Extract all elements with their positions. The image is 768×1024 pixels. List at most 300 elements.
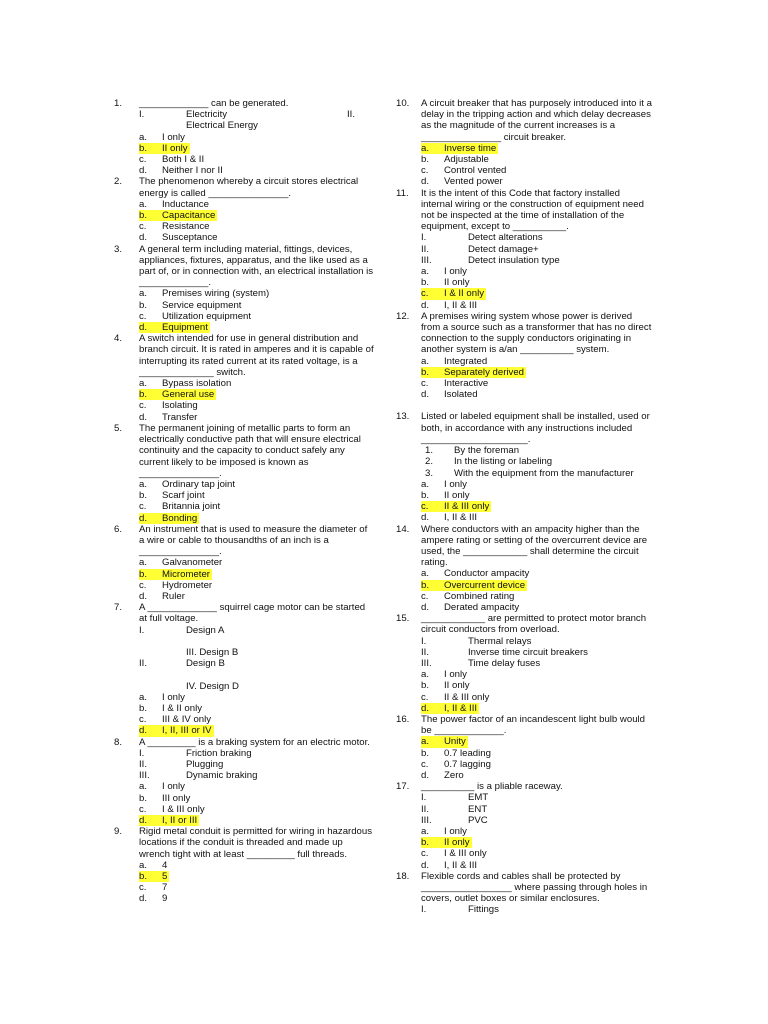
roman-choice <box>421 815 652 826</box>
option-letter: c. <box>421 501 429 513</box>
numbered-choice <box>421 468 652 479</box>
choice-number: 3. <box>425 467 434 479</box>
option-text: Separately derived <box>444 366 524 378</box>
answer-option-row <box>139 882 374 893</box>
option-letter: b. <box>421 277 430 289</box>
answer-option-row <box>139 412 374 423</box>
answer-option <box>421 826 652 837</box>
roman-numeral: III. <box>421 254 432 266</box>
option-text: I, II, III or IV <box>162 725 212 737</box>
option-letter: b. <box>139 792 148 804</box>
answer-option-highlighted <box>421 703 479 714</box>
question-text: The phenomenon whereby a circuit stores electrical energy is called _______________. <box>139 176 359 199</box>
option-text: Derated ampacity <box>444 601 520 613</box>
question-text: A _________ is a braking system for an electric motor. <box>139 736 370 748</box>
roman-numeral: I. <box>139 624 145 636</box>
answer-option-row <box>421 512 652 523</box>
option-letter: c. <box>421 165 429 177</box>
option-text: Inductance <box>162 198 209 210</box>
option-text: I, II & III <box>444 299 478 311</box>
roman-choice <box>139 636 374 647</box>
option-letter: d. <box>139 893 148 905</box>
option-text: Bonding <box>162 512 198 524</box>
option-text: Transfer <box>162 411 198 423</box>
option-letter: b. <box>139 568 148 580</box>
answer-option <box>139 580 374 591</box>
roman-text: Design A <box>186 624 225 636</box>
answer-option <box>139 692 374 703</box>
answer-option <box>139 882 374 893</box>
answer-option <box>139 221 374 232</box>
answer-option-highlighted <box>139 569 212 580</box>
option-letter: b. <box>421 154 430 166</box>
answer-option-row <box>139 871 374 882</box>
answer-option <box>139 300 374 311</box>
option-letter: a. <box>139 859 148 871</box>
roman-text: Plugging <box>186 758 224 770</box>
option-text: I, II & III <box>444 512 478 524</box>
question-number: 5. <box>114 422 123 434</box>
answer-option-row <box>421 848 652 859</box>
roman-choice <box>139 669 374 680</box>
answer-option-row <box>421 860 652 871</box>
option-text: I only <box>444 266 467 278</box>
question <box>396 714 652 781</box>
answer-option-row <box>421 389 652 400</box>
answer-option-row <box>421 770 652 781</box>
answer-option-row <box>421 176 652 187</box>
option-letter: a. <box>139 557 148 569</box>
answer-option-row <box>421 490 652 501</box>
option-letter: c. <box>139 501 147 513</box>
question-number: 8. <box>114 736 123 748</box>
answer-option-row <box>421 288 652 299</box>
option-text: Premises wiring (system) <box>162 288 270 300</box>
option-letter: d. <box>421 389 430 401</box>
question-text: A switch intended for use in general distribution and branch circuit. It is rated in amperes and it is capable of interrupting its rated current at its rated voltage, is a ______________ switch. <box>139 333 374 378</box>
option-text: I only <box>162 781 185 793</box>
question <box>396 524 652 614</box>
option-letter: b. <box>139 142 148 154</box>
answer-option-row <box>139 221 374 232</box>
option-letter: d. <box>421 702 430 714</box>
option-text: Hydrometer <box>162 579 213 591</box>
option-letter: c. <box>421 288 429 300</box>
answer-option <box>139 490 374 501</box>
answer-option <box>421 266 652 277</box>
option-letter: a. <box>421 478 430 490</box>
answer-option-row <box>421 680 652 691</box>
answer-option <box>139 714 374 725</box>
option-text: Isolating <box>162 400 198 412</box>
option-text: I & III only <box>444 848 487 860</box>
answer-option-row <box>421 143 652 154</box>
option-letter: c. <box>421 378 429 390</box>
answer-option-highlighted <box>139 389 216 400</box>
option-text: I & II only <box>162 702 202 714</box>
roman-text: Thermal relays <box>468 635 532 647</box>
option-letter: c. <box>139 714 147 726</box>
answer-option-highlighted <box>421 736 468 747</box>
option-letter: d. <box>139 165 148 177</box>
question-number: 11. <box>396 187 409 199</box>
roman-choice <box>139 748 374 759</box>
answer-option <box>139 412 374 423</box>
answer-option-row <box>139 490 374 501</box>
option-letter: c. <box>139 400 147 412</box>
option-letter: c. <box>139 803 147 815</box>
question-text: The permanent joining of metallic parts to form an electrically conductive path that will ensure electrical continuity and the capacity to conduct safely any current likely to be imposed is known as _______________. <box>139 422 361 479</box>
option-text: III only <box>162 792 191 804</box>
answer-option-row <box>421 479 652 490</box>
question-number: 13. <box>396 411 410 423</box>
roman-text: Electrical Energy <box>186 120 258 132</box>
roman-numeral: II. <box>421 803 429 815</box>
option-text: Interactive <box>444 378 489 390</box>
roman-numeral: III. <box>139 770 150 782</box>
answer-option <box>139 165 374 176</box>
question <box>396 613 652 714</box>
option-letter: a. <box>421 736 430 748</box>
answer-option-row <box>139 725 374 736</box>
answer-option-row <box>421 602 652 613</box>
answer-option-row <box>421 591 652 602</box>
answer-option-row <box>139 232 374 243</box>
roman-choice <box>139 120 374 131</box>
option-letter: b. <box>421 837 430 849</box>
question-text: It is the intent of this Code that factory installed internal wiring or the construction of equipment need not be inspected at the time of installation of the equipment, except to __________. <box>421 187 644 233</box>
answer-option-row <box>139 591 374 602</box>
roman-numeral: II. <box>139 658 147 670</box>
answer-option-row <box>139 154 374 165</box>
answer-option-row <box>421 580 652 591</box>
answer-option-highlighted <box>421 501 491 512</box>
question-text: Where conductors with an ampacity higher than the ampere rating or setting of the overcurrent device are used, the ____________ shall determine the circuit rating. <box>421 523 648 569</box>
option-letter: a. <box>139 198 148 210</box>
option-letter: a. <box>421 355 430 367</box>
roman-choice <box>421 244 652 255</box>
roman-numeral: II. <box>139 758 147 770</box>
option-text: I, II & III <box>444 859 478 871</box>
roman-text: Electricity <box>186 109 228 121</box>
question <box>396 311 652 401</box>
answer-option <box>139 378 374 389</box>
answer-option <box>421 479 652 490</box>
answer-option-row <box>421 692 652 703</box>
question-number: 18. <box>396 870 410 882</box>
answer-option-row <box>139 513 374 524</box>
option-text: Ruler <box>162 590 185 602</box>
option-text: I & II only <box>444 288 484 300</box>
option-text: II only <box>444 277 470 289</box>
answer-option-row <box>139 714 374 725</box>
option-letter: d. <box>139 232 148 244</box>
question-number: 10. <box>396 98 410 109</box>
option-letter: d. <box>421 601 430 613</box>
answer-option <box>421 300 652 311</box>
option-text: 0.7 leading <box>444 747 491 759</box>
question-text: An instrument that is used to measure the diameter of a wire or cable to thousandths of an inch is a _______________. <box>139 523 368 558</box>
roman-choice <box>421 904 652 915</box>
question <box>114 333 374 423</box>
option-text: Inverse time <box>444 142 497 154</box>
answer-option <box>421 848 652 859</box>
answer-option <box>139 501 374 512</box>
option-text: II only <box>162 142 188 154</box>
answer-option-row <box>421 356 652 367</box>
answer-option-row <box>139 781 374 792</box>
roman-numeral: I. <box>421 635 427 647</box>
roman-choice <box>139 109 374 120</box>
question-number: 3. <box>114 243 123 255</box>
roman-text: Detect alterations <box>468 232 543 244</box>
answer-option-row <box>139 804 374 815</box>
option-text: I & III only <box>162 803 205 815</box>
option-letter: a. <box>139 288 148 300</box>
option-text: Service equipment <box>162 299 242 311</box>
answer-option <box>139 311 374 322</box>
roman-choice <box>139 647 374 658</box>
numbered-choice <box>421 456 652 467</box>
question-text: A circuit breaker that has purposely introduced into it a delay in the tripping action and which delay decreases as the magnitude of the current increases is a _______________ circuit breaker. <box>421 98 652 143</box>
answer-option-row <box>139 580 374 591</box>
answer-option-highlighted <box>139 513 199 524</box>
option-letter: d. <box>139 512 148 524</box>
answer-option <box>421 378 652 389</box>
option-text: Neither I nor II <box>162 165 223 177</box>
roman-text: Design B <box>186 658 225 670</box>
roman-text: III. Design B <box>186 646 239 658</box>
question <box>396 871 652 916</box>
answer-option-row <box>421 378 652 389</box>
answer-option <box>139 860 374 871</box>
roman-text: Friction braking <box>186 747 252 759</box>
option-text: Vented power <box>444 176 503 188</box>
answer-option-row <box>139 479 374 490</box>
option-letter: a. <box>139 378 148 390</box>
roman-numeral: II. <box>421 243 429 255</box>
answer-option-row <box>139 815 374 826</box>
option-letter: d. <box>139 725 148 737</box>
option-letter: b. <box>139 702 148 714</box>
answer-option-row <box>421 759 652 770</box>
roman-choice <box>421 792 652 803</box>
option-text: III & IV only <box>162 714 212 726</box>
choice-text: With the equipment from the manufacturer <box>454 467 634 479</box>
answer-option <box>421 568 652 579</box>
roman-text: Dynamic braking <box>186 770 258 782</box>
option-letter: a. <box>139 478 148 490</box>
question <box>396 411 652 523</box>
answer-option <box>139 557 374 568</box>
roman-text: Inverse time circuit breakers <box>468 646 588 658</box>
answer-option-highlighted <box>421 143 498 154</box>
answer-option-highlighted <box>421 288 486 299</box>
question <box>114 423 374 524</box>
option-text: Control vented <box>444 165 507 177</box>
answer-option <box>139 232 374 243</box>
roman-numeral: I. <box>139 747 145 759</box>
answer-option-highlighted <box>139 815 199 826</box>
answer-option <box>139 703 374 714</box>
answer-option <box>139 479 374 490</box>
option-text: 4 <box>162 859 168 871</box>
question <box>396 781 652 871</box>
answer-option-row <box>139 165 374 176</box>
option-text: Capacitance <box>162 210 216 222</box>
answer-option-row <box>421 826 652 837</box>
question-text: A premises wiring system whose power is derived from a source such as a transformer that has no direct connection to the supply conductors originating in another system is a/an __________ system. <box>421 310 652 356</box>
answer-option-row <box>139 143 374 154</box>
option-text: I only <box>444 669 467 681</box>
question-number: 2. <box>114 176 123 188</box>
answer-option-row <box>421 501 652 512</box>
answer-option-row <box>139 378 374 389</box>
roman-choice <box>421 804 652 815</box>
question-text: A general term including material, fittings, devices, appliances, fixtures, apparatus, and the like used as a part of, or in connection with, an electrical installation is _____________. <box>139 243 374 289</box>
question-text: Listed or labeled equipment shall be installed, used or both, in accordance with any instructions included ____________________. <box>421 411 650 445</box>
answer-option <box>421 692 652 703</box>
answer-option-row <box>139 557 374 568</box>
question-text: _____________ can be generated. <box>139 98 289 109</box>
answer-option-row <box>421 165 652 176</box>
answer-option <box>421 165 652 176</box>
answer-option-highlighted <box>139 725 214 736</box>
answer-option-row <box>421 277 652 288</box>
answer-option-highlighted <box>139 143 190 154</box>
answer-option <box>421 277 652 288</box>
option-letter: b. <box>139 210 148 222</box>
option-letter: c. <box>421 590 429 602</box>
left-column <box>114 98 374 905</box>
question-number: 1. <box>114 98 123 109</box>
choice-number: 1. <box>425 445 434 457</box>
option-letter: a. <box>421 568 430 580</box>
answer-option <box>421 759 652 770</box>
roman-choice <box>139 759 374 770</box>
answer-option <box>139 400 374 411</box>
answer-option-highlighted <box>421 837 472 848</box>
option-letter: b. <box>421 579 430 591</box>
question-number: 12. <box>396 310 410 322</box>
option-letter: b. <box>421 366 430 378</box>
option-letter: c. <box>421 758 429 770</box>
option-letter: d. <box>421 512 430 524</box>
answer-option <box>139 591 374 602</box>
question <box>396 188 652 311</box>
answer-option-highlighted <box>421 580 527 591</box>
option-letter: d. <box>139 411 148 423</box>
answer-option-row <box>421 736 652 747</box>
roman-text: Time delay fuses <box>468 657 541 669</box>
question-text: A _____________ squirrel cage motor can be started at full voltage. <box>139 602 366 625</box>
option-text: Micrometer <box>162 568 210 580</box>
answer-option-row <box>421 837 652 848</box>
answer-option <box>421 602 652 613</box>
roman-choice <box>139 625 374 636</box>
answer-option <box>139 132 374 143</box>
answer-option-row <box>139 692 374 703</box>
option-letter: d. <box>421 859 430 871</box>
option-text: Both I & II <box>162 154 205 166</box>
option-letter: c. <box>139 579 147 591</box>
answer-option-row <box>139 893 374 904</box>
roman-choice <box>139 681 374 692</box>
option-text: General use <box>162 389 215 401</box>
option-text: Galvanometer <box>162 557 223 569</box>
option-letter: c. <box>139 221 147 233</box>
option-text: Britannia joint <box>162 501 221 513</box>
option-text: 9 <box>162 893 168 905</box>
roman-text: ENT <box>468 803 488 815</box>
option-letter: c. <box>421 848 429 860</box>
roman-text: EMT <box>468 792 489 804</box>
option-text: II & III only <box>444 501 490 513</box>
option-text: Overcurrent device <box>444 579 526 591</box>
answer-option-row <box>139 400 374 411</box>
option-text: 5 <box>162 871 168 883</box>
choice-text: In the listing or labeling <box>454 456 553 468</box>
roman-choice <box>421 658 652 669</box>
answer-option-row <box>139 569 374 580</box>
roman-numeral: II. <box>347 109 355 121</box>
answer-option <box>139 781 374 792</box>
option-letter: b. <box>139 490 148 502</box>
option-text: Unity <box>444 736 466 748</box>
option-text: II only <box>444 489 470 501</box>
roman-text: Detect insulation type <box>468 254 560 266</box>
option-letter: b. <box>421 747 430 759</box>
question-number: 7. <box>114 602 123 614</box>
answer-option <box>139 893 374 904</box>
numbered-choice <box>421 445 652 456</box>
question <box>396 98 652 188</box>
right-column <box>396 98 652 916</box>
option-text: 7 <box>162 882 168 894</box>
spacer <box>396 400 652 411</box>
option-text: II only <box>444 837 470 849</box>
question-number: 17. <box>396 781 410 793</box>
question <box>114 244 374 334</box>
answer-option-row <box>139 132 374 143</box>
roman-text: IV. Design D <box>186 680 239 692</box>
answer-option-row <box>421 748 652 759</box>
option-letter: d. <box>139 322 148 334</box>
option-text: Resistance <box>162 221 210 233</box>
choice-number: 2. <box>425 456 434 468</box>
answer-option-row <box>421 703 652 714</box>
option-letter: d. <box>139 590 148 602</box>
answer-option <box>421 389 652 400</box>
answer-option-row <box>139 793 374 804</box>
roman-numeral: III. <box>421 814 432 826</box>
option-letter: b. <box>421 680 430 692</box>
question-text: __________ is a pliable raceway. <box>421 781 563 793</box>
option-letter: a. <box>421 266 430 278</box>
answer-option-row <box>421 300 652 311</box>
option-text: 0.7 lagging <box>444 758 491 770</box>
question-text: The power factor of an incandescent light bulb would be _____________. <box>421 713 645 737</box>
option-letter: b. <box>421 489 430 501</box>
answer-option-row <box>139 300 374 311</box>
option-text: Susceptance <box>162 232 218 244</box>
question <box>114 826 374 904</box>
roman-text: Detect damage+ <box>468 243 539 255</box>
option-text: I, II or III <box>162 815 198 826</box>
choice-text: By the foreman <box>454 445 520 457</box>
option-letter: c. <box>139 154 147 166</box>
answer-option-row <box>139 501 374 512</box>
